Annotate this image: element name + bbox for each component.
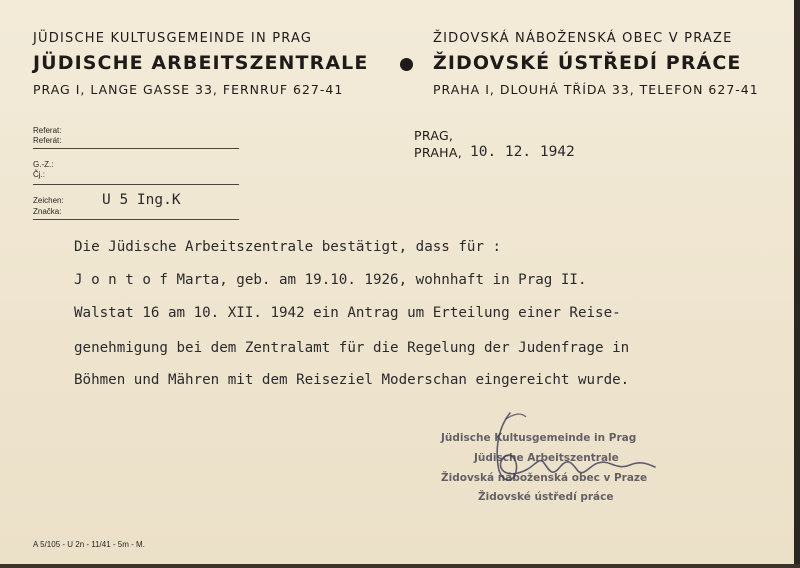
gz-line	[33, 184, 239, 185]
body-line-1: Die Jüdische Arbeitszentrale bestätigt, dass für :	[74, 239, 502, 255]
zeichen-value: U 5 Ing.K	[102, 192, 181, 208]
referat-label-de: Referat:	[33, 126, 62, 135]
body-line-4: genehmigung bei dem Zentralamt für die Regelung der Judenfrage in	[74, 340, 630, 356]
place-label-cz: PRAHA,	[414, 145, 462, 160]
form-code: A 5/105 - U 2n - 11/41 - 5m - M.	[33, 540, 145, 549]
letterhead-right-address: PRAHA I, DLOUHÁ TŘÍDA 33, TELEFON 627-41	[433, 82, 759, 97]
stamp-line-4: Židovské ústředí práce	[478, 491, 614, 503]
gz-label-de: G.-Z.:	[33, 160, 54, 169]
letterhead-left-name: JÜDISCHE ARBEITSZENTRALE	[33, 52, 369, 74]
stamp-line-2: Jüdische Arbeitszentrale	[474, 452, 619, 464]
body-line-2: J o n t o f Marta, geb. am 19.10. 1926, wohnhaft in Prag II.	[74, 272, 587, 288]
letter-date: 10. 12. 1942	[470, 144, 575, 160]
letterhead-left-org: JÜDISCHE KULTUSGEMEINDE IN PRAG	[33, 31, 313, 46]
letterhead-right-org: ŽIDOVSKÁ NÁBOŽENSKÁ OBEC V PRAZE	[433, 31, 733, 46]
zeichen-line	[33, 219, 239, 220]
body-line-5: Böhmen und Mähren mit dem Reiseziel Moderschan eingereicht wurde.	[74, 372, 630, 388]
place-label-de: PRAG,	[414, 128, 454, 143]
scan-edge-bottom	[0, 564, 800, 568]
stamp-line-1: Jüdische Kultusgemeinde in Prag	[441, 432, 637, 444]
letterhead-right-name: ŽIDOVSKÉ ÚSTŘEDÍ PRÁCE	[433, 52, 742, 74]
letterhead-left-address: PRAG I, LANGE GASSE 33, FERNRUF 627-41	[33, 82, 344, 97]
body-line-3: Walstat 16 am 10. XII. 1942 ein Antrag um Erteilung einer Reise-	[74, 305, 621, 321]
zeichen-label-cz: Značka:	[33, 207, 62, 216]
letterhead-separator-dot	[400, 58, 413, 71]
referat-line	[33, 148, 239, 149]
stamp-line-3: Židovská náboženská obec v Praze	[441, 472, 648, 484]
scan-edge-right	[794, 0, 800, 568]
zeichen-label-de: Zeichen:	[33, 196, 64, 205]
handwritten-signature	[440, 405, 670, 500]
gz-label-cz: Čj.:	[33, 170, 45, 179]
referat-label-cz: Referát:	[33, 136, 62, 145]
